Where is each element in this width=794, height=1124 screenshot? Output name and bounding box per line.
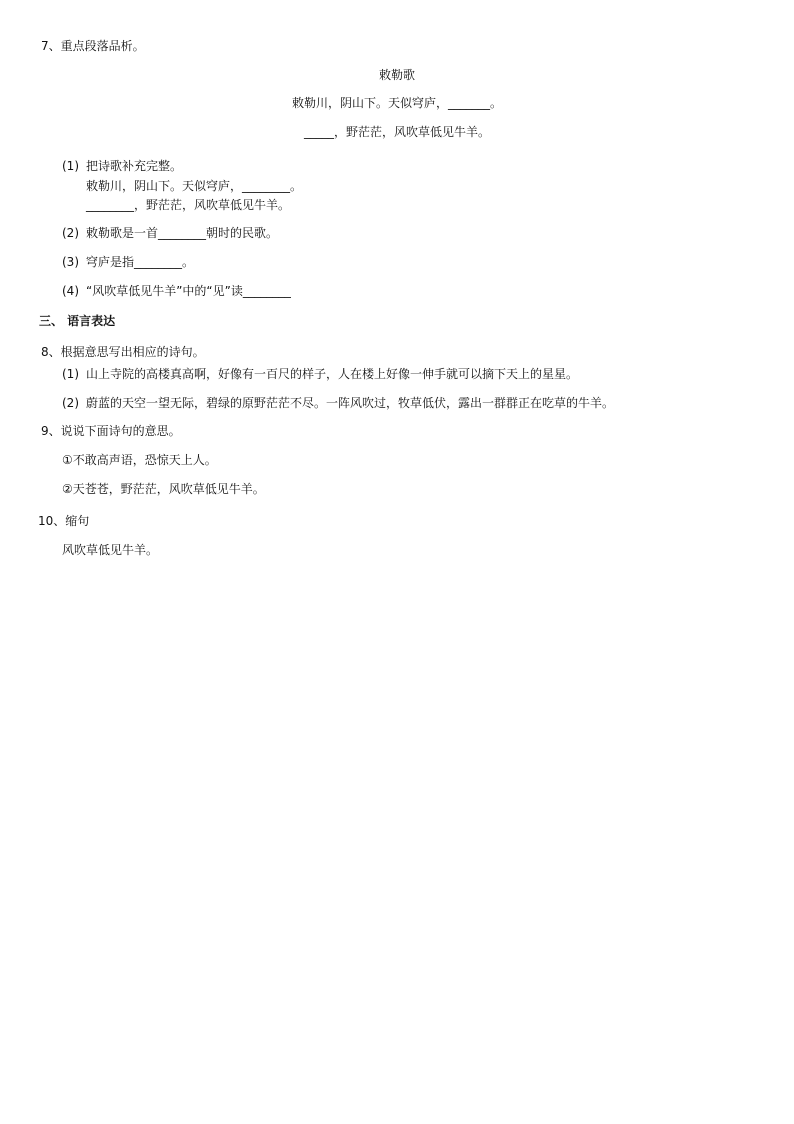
q7-sub3-text: 穹庐是指________。 (86, 255, 195, 269)
question-8-stem: 8、根据意思写出相应的诗句。 (41, 345, 205, 359)
poem-line-1: 敕勒川，阴山下。天似穹庐，_______。 (291, 96, 502, 110)
question-10-stem: 10、缩句 (38, 514, 90, 528)
question-9-stem: 9、说说下面诗句的意思。 (41, 424, 181, 438)
question-7-stem: 7、重点段落品析。 (41, 39, 145, 53)
q7-sub2-number: (2) (62, 226, 79, 240)
poem-line-2: _____，野茫茫，风吹草低见牛羊。 (303, 125, 490, 139)
q9-item-1: ①不敢高声语，恐惊天上人。 (62, 453, 217, 467)
q7-sub2-text: 敕勒歌是一首________朝时的民歌。 (86, 226, 279, 240)
q8-sub1-text: 山上寺院的高楼真高啊，好像有一百尺的样子，人在楼上好像一伸手就可以摘下天上的星星。 (86, 367, 579, 381)
q7-sub3-number: (3) (62, 255, 79, 269)
q9-item-2: ②天苍苍，野茫茫，风吹草低见牛羊。 (62, 482, 265, 496)
q8-sub1-number: (1) (62, 367, 79, 381)
q7-sub1-fill-line-2: ________，野茫茫，风吹草低见牛羊。 (86, 198, 291, 212)
q7-sub4-text: “风吹草低见牛羊”中的“见”读________ (86, 284, 291, 298)
q10-item-1: 风吹草低见牛羊。 (62, 543, 159, 557)
q7-sub1-text: 把诗歌补充完整。 (86, 159, 183, 173)
poem-title: 敕勒歌 (378, 68, 415, 82)
section-3-heading: 三、 语言表达 (39, 314, 116, 328)
q7-sub1-number: (1) (62, 159, 79, 173)
q8-sub2-text: 蔚蓝的天空一望无际，碧绿的原野茫茫不尽。一阵风吹过，牧草低伏，露出一群群正在吃草的牛羊。 (86, 396, 615, 410)
q7-sub1-fill-line-1: 敕勒川，阴山下。天似穹庐，________。 (86, 179, 303, 193)
q7-sub4-number: (4) (62, 284, 79, 298)
q8-sub2-number: (2) (62, 396, 79, 410)
